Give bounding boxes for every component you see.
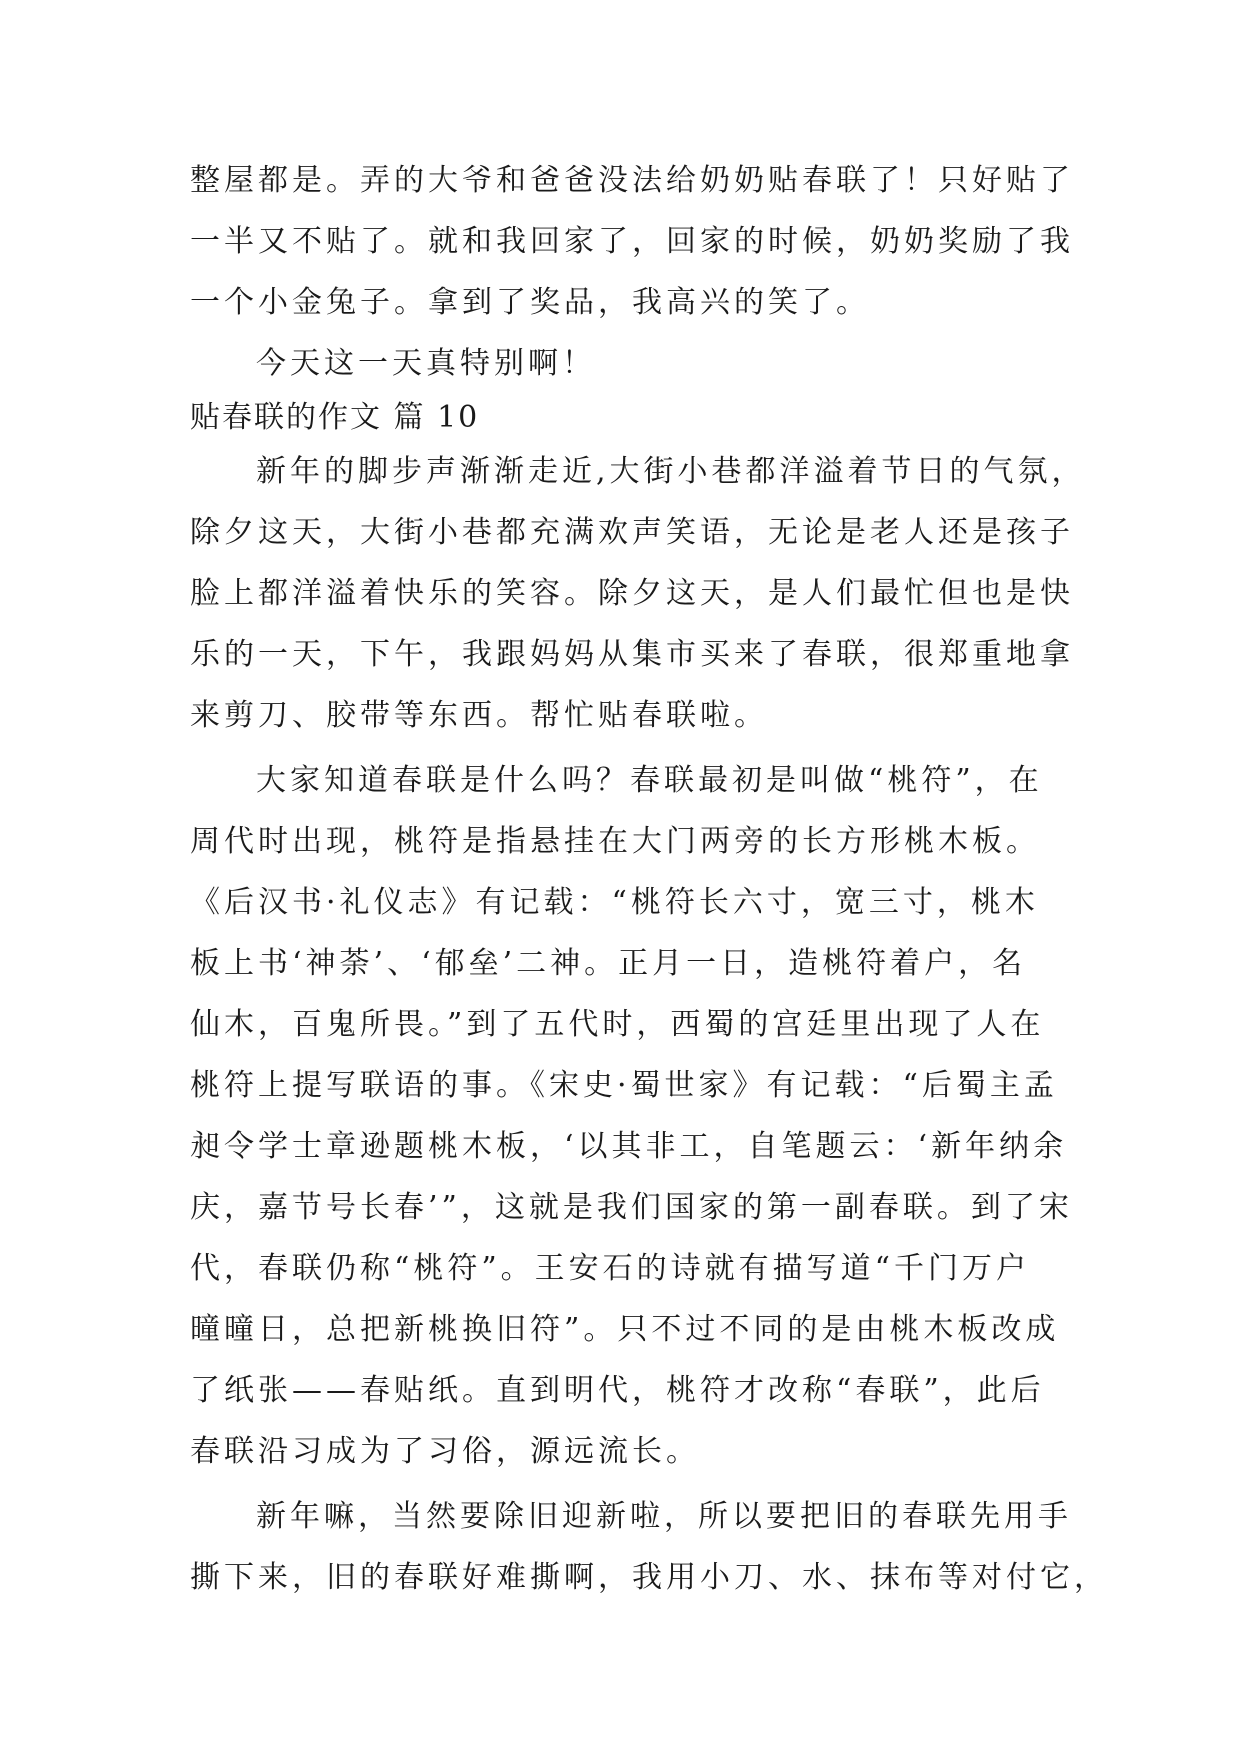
paragraph-3: [190, 1486, 1108, 1608]
text-line: 仙木，百鬼所畏。”到了五代时，西蜀的宫廷里出现了人在: [190, 1007, 1045, 1042]
text-line: 新年嘛，当然要除旧迎新啦，所以要把旧的春联先用手: [256, 1499, 1072, 1534]
text-line: 板上书‘神荼’、‘郁垒’二神。正月一日，造桃符着户，名: [190, 946, 1027, 981]
intro-paragraph: [190, 150, 1074, 333]
document-body: [190, 150, 1108, 1608]
section-title: 贴春联的作文 篇 10: [190, 400, 480, 435]
paragraph-1: [190, 441, 1086, 746]
text-line: 一个小金兔子。拿到了奖品，我高兴的笑了。: [190, 285, 870, 320]
text-line: 代，春联仍称“桃符”。王安石的诗就有描写道“千门万户: [190, 1251, 1031, 1286]
closing-line: 今天这一天真特别啊！: [256, 346, 596, 381]
text-line: 桃符上提写联语的事。《宋史·蜀世家》有记载：“后蜀主孟: [190, 1068, 1058, 1103]
text-line: 昶令学士章逊题桃木板，‘以其非工，自笔题云：‘新年纳余: [190, 1129, 1068, 1164]
text-line: 新年的脚步声渐渐走近,大街小巷都洋溢着节日的气氛，: [256, 454, 1086, 489]
text-line: 曈曈日，总把新桃换旧符”。只不过不同的是由桃木板改成: [190, 1312, 1060, 1347]
text-line: 大家知道春联是什么吗？春联最初是叫做“桃符”，在: [256, 763, 1043, 798]
text-line: 春联沿习成为了习俗，源远流长。: [190, 1434, 700, 1469]
text-line: 庆，嘉节号长春’”，这就是我们国家的第一副春联。到了宋: [190, 1190, 1073, 1225]
paragraph-2: [190, 750, 1073, 1482]
text-line: 整屋都是。弄的大爷和爸爸没法给奶奶贴春联了！只好贴了: [190, 163, 1074, 198]
text-line: 撕下来，旧的春联好难撕啊，我用小刀、水、抹布等对付它，: [190, 1560, 1108, 1595]
text-line: 除夕这天，大街小巷都充满欢声笑语，无论是老人还是孩子: [190, 515, 1074, 550]
text-line: 《后汉书·礼仪志》有记载：“桃符长六寸，宽三寸，桃木: [190, 885, 1039, 920]
text-line: 周代时出现，桃符是指悬挂在大门两旁的长方形桃木板。: [190, 824, 1040, 859]
text-line: 了纸张——春贴纸。直到明代，桃符才改称“春联”，此后: [190, 1373, 1045, 1408]
text-line: 来剪刀、胶带等东西。帮忙贴春联啦。: [190, 698, 768, 733]
text-line: 脸上都洋溢着快乐的笑容。除夕这天，是人们最忙但也是快: [190, 576, 1074, 611]
text-line: 乐的一天，下午，我跟妈妈从集市买来了春联，很郑重地拿: [190, 637, 1074, 672]
text-line: 一半又不贴了。就和我回家了，回家的时候，奶奶奖励了我: [190, 224, 1074, 259]
